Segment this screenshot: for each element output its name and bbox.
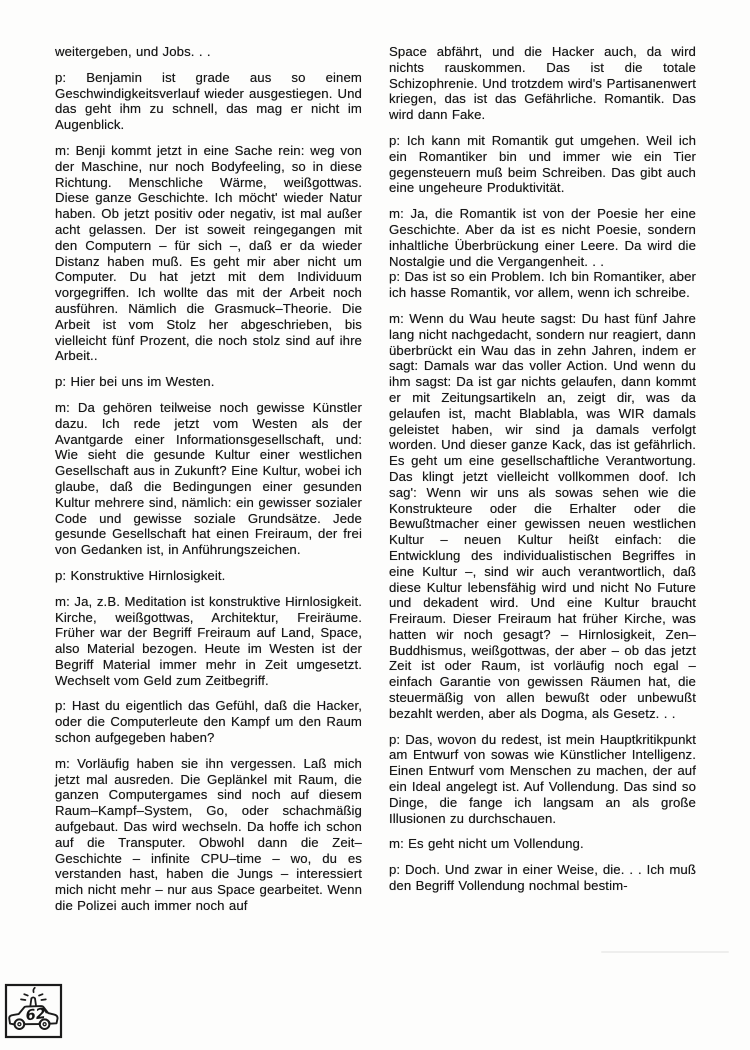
paragraph-speaker-p: p: Konstruktive Hirnlosigkeit.: [55, 567, 226, 583]
paragraph-continuation: weitergeben, und Jobs. . .: [55, 44, 211, 59]
paragraph-speaker-m: m: Wenn du Wau heute sagst: Du hast fünf Jahre lang nicht nachgedacht, sondern nur reagiert, dann überbrückt ein Wau das in zehn Jahren, indem er sagt: Damals war das voller Action. Und wenn du ihm sagst: Da ist gar nichts gelaufen, dann kommt er mit Zeitungsartikeln an, zeigt dir, was da gelaufen ist, macht Blablabla, was WIR damals geleistet haben, wir sind ja damals verfolgt worden. Und dieser ganze Kack, das ist gefährlich. Es geht um eine gesellschaftliche Verantwortung. Das klingt jetzt vielleicht vollkommen doof. Ich sag': Wenn wir uns als sowas sehen wie die Konstrukteure oder die Erhalter oder die Bewußtmacher einer gewissen neuen westlichen Kultur – neuen Kultur heißt einfach: die Entwicklung des individualistischen Begriffes in eine Kultur –, sind wir auch verantwortlich, daß diese Kultur lebensfähig wird und nicht No Future und dekadent wird. Und eine Kultur braucht Freiraum. Dieser Freiraum hat früher Kirche, was hatten wir noch gesagt? – Hirnlosigkeit, Zen–Buddhismus, weißgottwas, der aber – ob das jetzt Zeit ist oder Raum, ist vorläufig noch egal – einfach Garantie von gewissen Räumen hat, die steuermäßig von allen bewußt oder unbewußt bezahlt werden, aber als Dogma, als Gesetz. . .: [389, 310, 696, 721]
paragraph-speaker-m: m: Es geht nicht um Vollendung.: [389, 836, 584, 852]
text-column-left: [55, 44, 362, 924]
paragraph-speaker-p: p: Das ist so ein Problem. Ich bin Romantiker, aber ich hasse Romantik, vor allem, wenn ich schreibe.: [389, 269, 696, 301]
paragraph-speaker-p: p: Das, wovon du redest, ist mein Hauptkritikpunkt am Entwurf von sowas wie Künstlicher Intelligenz. Einen Entwurf vom Menschen zu machen, der auf ein Ideal angelegt ist. Auf Vollendung. Das sind so Dinge, die fange ich langsam an als große Illusionen zu durchschauen.: [389, 731, 696, 826]
page-number-stamp: [4, 983, 64, 1041]
paragraph-speaker-p: p: Hast du eigentlich das Gefühl, daß die Hacker, oder die Computerleute den Kampf um den Raum schon aufgegeben haben?: [55, 698, 362, 746]
police-car-icon: [4, 983, 64, 1041]
paragraph-speaker-p: p: Hier bei uns im Westen.: [55, 374, 215, 390]
paragraph-speaker-m: m: Ja, z.B. Meditation ist konstruktive Hirnlosigkeit. Kirche, weißgottwas, Architektur, Freiräume. Früher war der Begriff Freiraum auf Land, Space, also Material bezogen. Heute im Westen ist der Begriff Material immer mehr in Zeit umgesetzt. Wechselt vom Geld zum Zeitbegriff.: [55, 593, 362, 688]
text-column-right: [389, 44, 696, 924]
paragraph-speaker-m: m: Ja, die Romantik ist von der Poesie her eine Geschichte. Aber da ist es nicht Poesie, sondern inhaltliche Überbrückung einer Leere. Da wird die Nostalgie und die Vergangenheit. . .: [389, 206, 696, 269]
paragraph-speaker-p: p: Benjamin ist grade aus so einem Geschwindigkeitsverlauf wieder ausgestiegen. Und das geht ihm zu schnell, das mag er nicht im Augenblick.: [55, 69, 362, 133]
paragraph-continuation: Space abfährt, und die Hacker auch, da wird nichts rauskommen. Das ist die totale Schizophrenie. Und trotzdem wird's Partisanenwert kriegen, das ist das Gefährliche. Romantik. Das wird dann Fake.: [389, 44, 696, 123]
article-body: [55, 44, 696, 924]
paragraph-speaker-p: p: Doch. Und zwar in einer Weise, die. . . Ich muß den Begriff Vollendung nochmal bestim-: [389, 862, 696, 894]
paragraph-speaker-m: m: Vorläufig haben sie ihn vergessen. Laß mich jetzt mal ausreden. Die Geplänkel mit Raum, die ganzen Computergames sind noch auf diesem Raum–Kampf–System, Go, oder schachmäßig aufgebaut. Das wird wechseln. Da hoffe ich schon auf die Transputer. Obwohl dann die Zeit–Geschichte – infinite CPU–time – wo, du es verstanden hast, haben die Jungs – interessiert mich nicht mehr – nur aus Space gearbeitet. Wenn die Polizei auch immer noch auf: [55, 755, 362, 914]
paragraph-speaker-m: m: Benji kommt jetzt in eine Sache rein: weg von der Maschine, nur noch Bodyfeeling, so in diese Richtung. Menschliche Wärme, weißgottwas. Diese ganze Geschichte. Ich möcht' wieder Natur haben. Ob jetzt positiv oder negativ, ist mal außer acht gelassen. Der ist soweit reingegangen mit den Computern – für sich –, daß er da wieder Distanz haben muß. Es geht mir aber nicht um Computer. Du hat jetzt mit dem Individuum vorgegriffen. Ich wollte das mit der Arbeit noch ausführen. Nämlich die Grasmuck–Theorie. Die Arbeit ist vom Stolz her abgeschrieben, bis vielleicht fünf Prozent, die noch stolz sind auf ihre Arbeit..: [55, 142, 362, 364]
page-number: 62: [24, 1006, 47, 1025]
paragraph-speaker-m: m: Da gehören teilweise noch gewisse Künstler dazu. Ich rede jetzt vom Westen als der Avantgarde einer Informationsgesellschaft, und: Wie sieht die gesunde Kultur einer westlichen Gesellschaft aus in Zukunft? Eine Kultur, wobei ich glaube, daß die Bedingungen einer gesunden Kultur mehrere sind, nämlich: ein gewisser sozialer Code und gewisse soziale Grundsätze. Jede gesunde Gesellschaft hat einen Freiraum, der frei von Gedanken ist, in Anführungszeichen.: [55, 399, 362, 558]
paragraph-speaker-p: p: Ich kann mit Romantik gut umgehen. Weil ich ein Romantiker bin und immer wie ein Tier gegensteuern muß beim Schreiben. Das gibt auch eine ungeheure Produktivität.: [389, 132, 696, 196]
scan-artifact: [601, 951, 729, 953]
siren-light: [30, 997, 36, 1005]
